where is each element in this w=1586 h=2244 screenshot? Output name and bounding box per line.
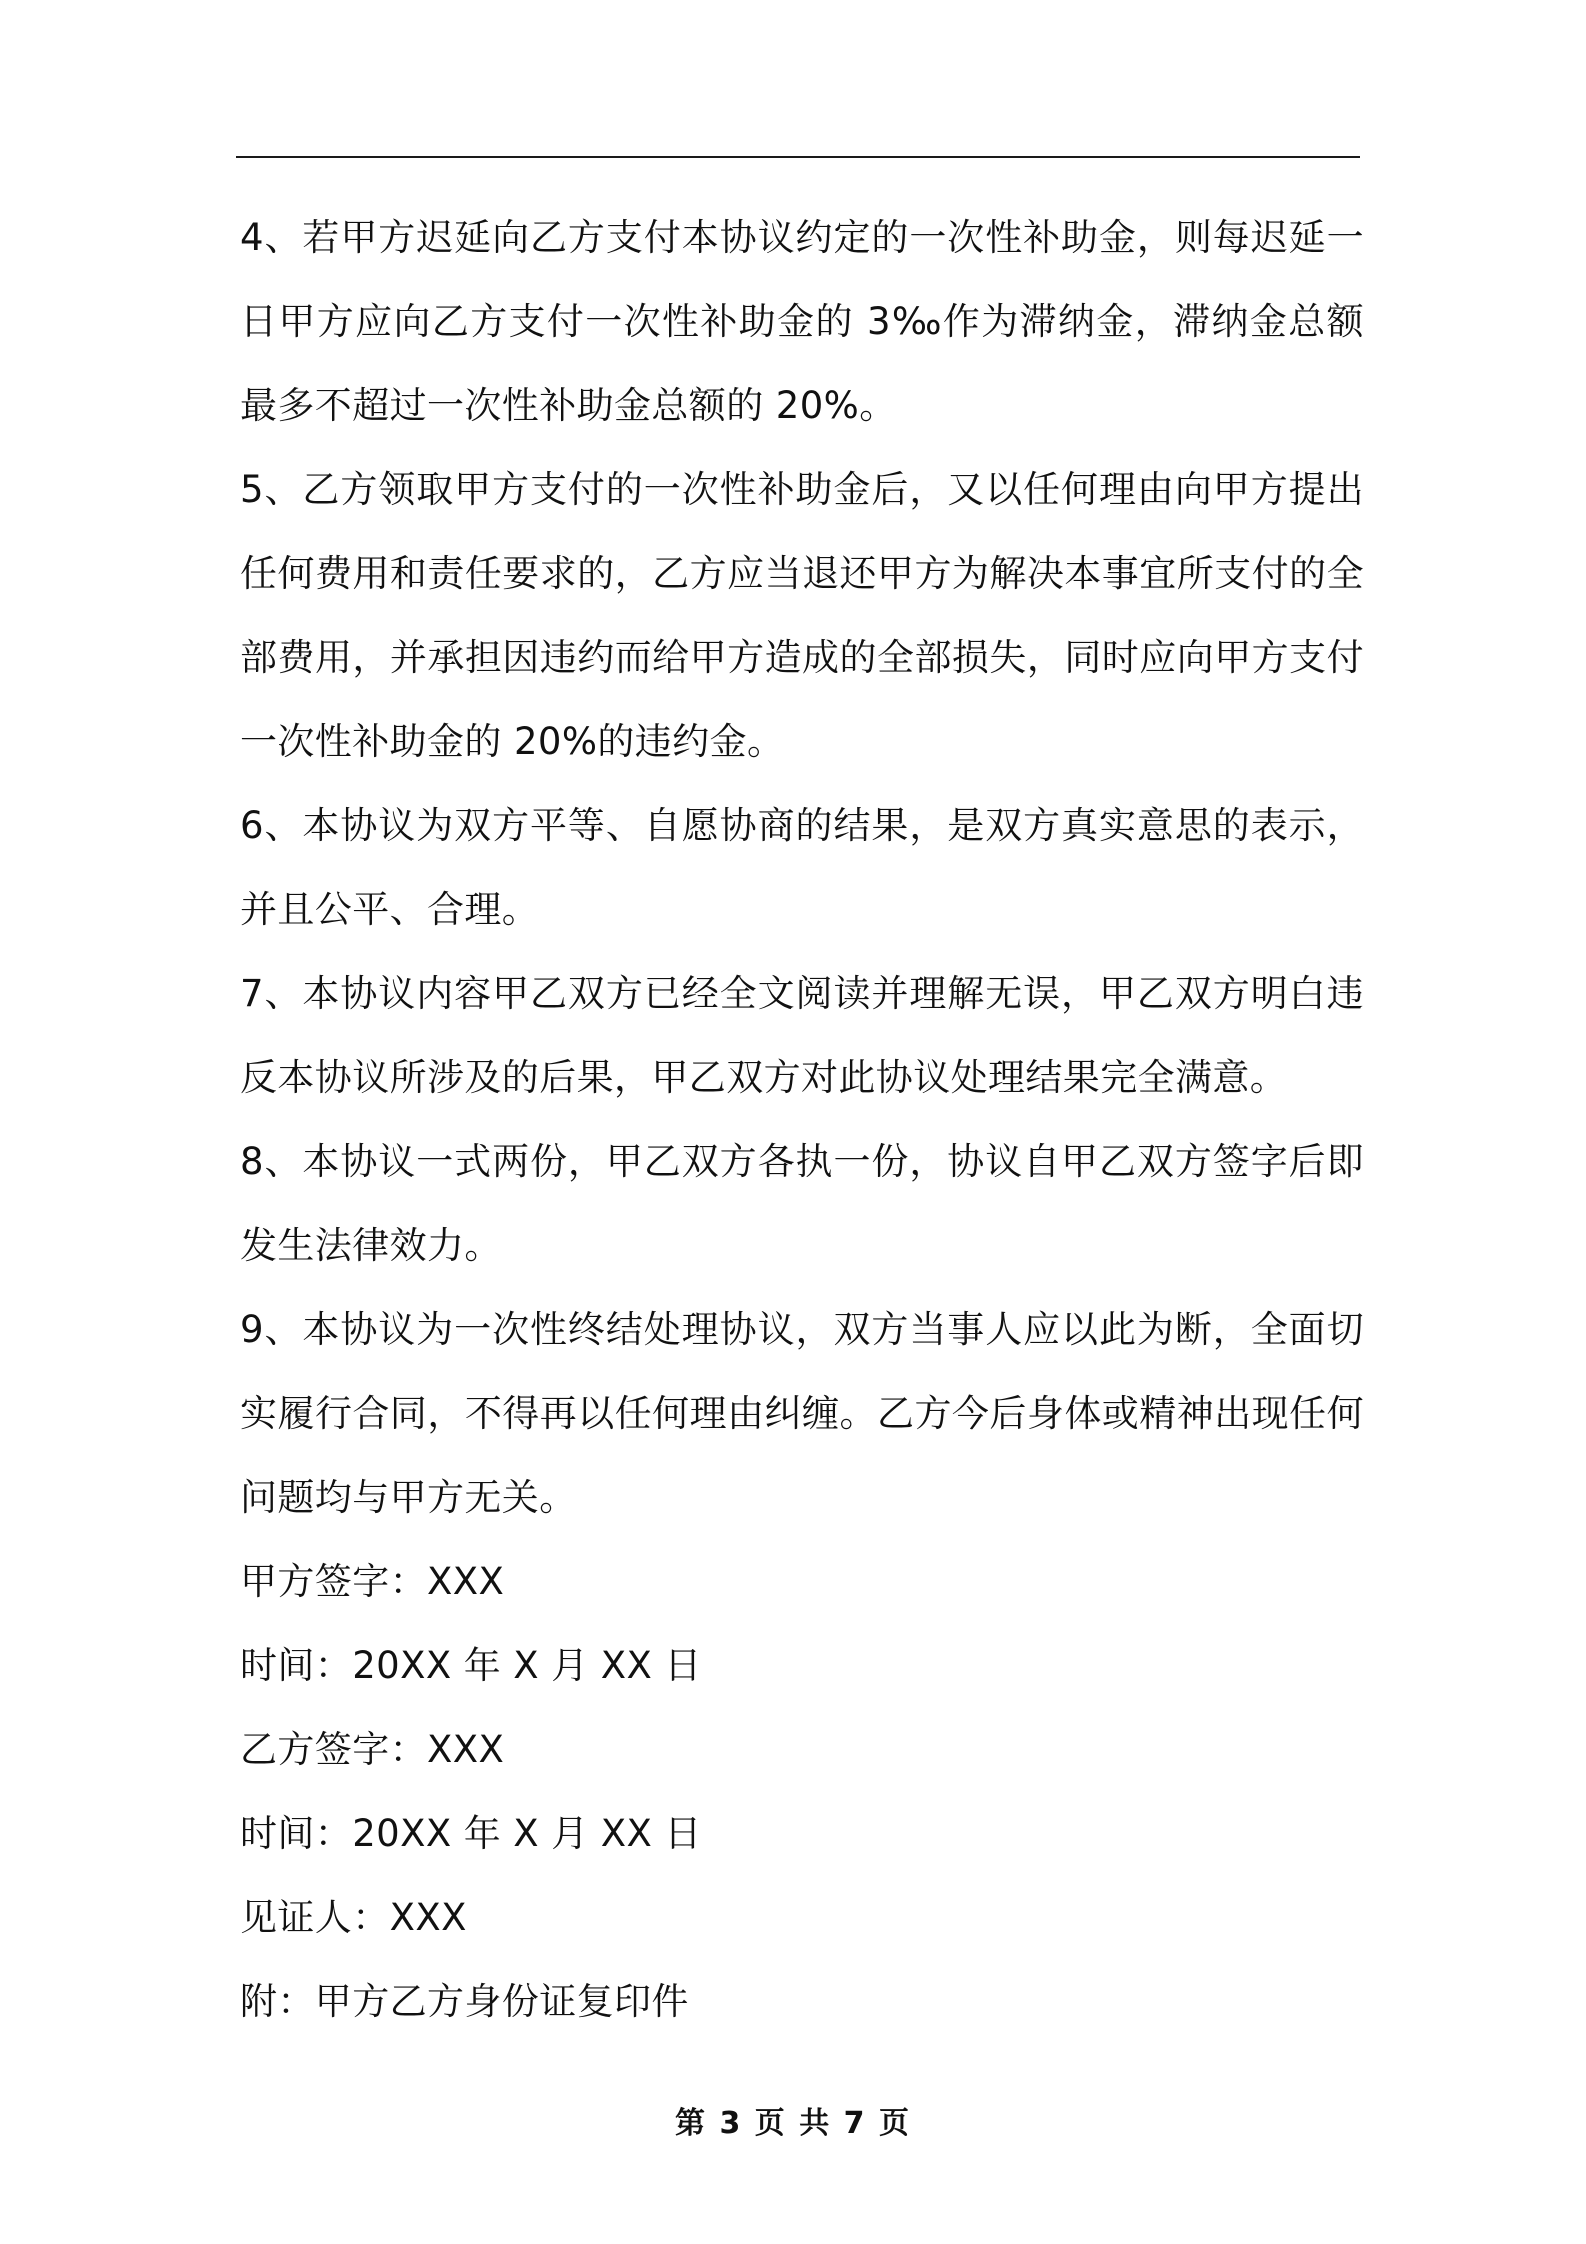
clause-6: 6、本协议为双方平等、自愿协商的结果，是双方真实意思的表示，并且公平、合理。 xyxy=(240,804,1364,931)
party-a-signature: 甲方签字：XXX xyxy=(240,1560,505,1603)
document-body xyxy=(240,196,1364,2044)
clause-9: 9、本协议为一次性终结处理协议，双方当事人应以此为断，全面切实履行合同，不得再以任何理由纠缠。乙方今后身体或精神出现任何问题均与甲方无关。 xyxy=(240,1308,1364,1519)
party-b-date: 时间：20XX 年 X 月 XX 日 xyxy=(240,1812,702,1855)
clause-7: 7、本协议内容甲乙双方已经全文阅读并理解无误，甲乙双方明白违反本协议所涉及的后果，甲乙双方对此协议处理结果完全满意。 xyxy=(240,972,1364,1099)
signature-block xyxy=(240,1540,1364,2044)
party-b-signature: 乙方签字：XXX xyxy=(240,1728,505,1771)
clause-4: 4、若甲方迟延向乙方支付本协议约定的一次性补助金，则每迟延一日甲方应向乙方支付一次性补助金的 3‰作为滞纳金，滞纳金总额最多不超过一次性补助金总额的 20%。 xyxy=(240,216,1364,427)
witness-signature: 见证人：XXX xyxy=(240,1896,467,1939)
attachment-note: 附：甲方乙方身份证复印件 xyxy=(240,1980,689,2023)
clause-5: 5、乙方领取甲方支付的一次性补助金后，又以任何理由向甲方提出任何费用和责任要求的，乙方应当退还甲方为解决本事宜所支付的全部费用，并承担因违约而给甲方造成的全部损失，同时应向甲方支付一次性补助金的 20%的违约金。 xyxy=(240,468,1364,763)
header-divider xyxy=(236,156,1360,158)
clause-8: 8、本协议一式两份，甲乙双方各执一份，协议自甲乙双方签字后即发生法律效力。 xyxy=(240,1140,1364,1267)
party-a-date: 时间：20XX 年 X 月 XX 日 xyxy=(240,1644,702,1687)
page-number: 第 3 页 共 7 页 xyxy=(675,2106,911,2141)
